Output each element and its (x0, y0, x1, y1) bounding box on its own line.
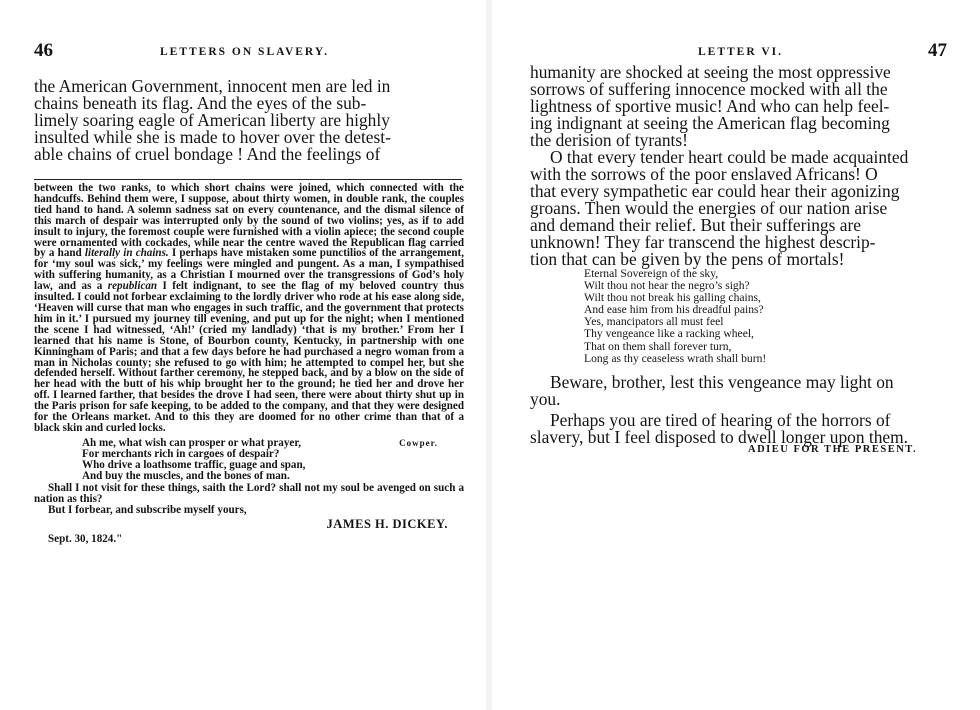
body-line: lightness of sportive music! And who can help feel- (530, 96, 890, 116)
body-line: tion that can be given by the pens of mortals! (530, 249, 845, 269)
footnote-paragraph: But I forbear, and subscribe myself yours, (48, 504, 247, 517)
running-head: LETTER VI. (698, 46, 783, 58)
footnote-rule (34, 179, 462, 180)
body-line: you. (530, 389, 561, 409)
poem-line: Eternal Sovereign of the sky, (584, 267, 719, 280)
footnote-paragraph: Shall I not visit for these things, saith the Lord? shall not my soul be avenged on such a nation as this? (34, 482, 464, 506)
body-line: Perhaps you are tired of hearing of the horrors of (550, 410, 891, 430)
body-line: and demand their relief. But their sufferings are (530, 215, 861, 235)
date-line: Sept. 30, 1824." (48, 533, 123, 546)
body-line: slavery, but I feel disposed to dwell longer upon them. (530, 427, 908, 447)
poem-line: For merchants rich in cargoes of despair? (82, 447, 280, 460)
footnote-paragraph (34, 183, 464, 434)
closing: ADIEU FOR THE PRESENT. (748, 444, 918, 455)
poem-line: And ease him from his dreadful pains? (584, 303, 764, 317)
body-line: limely soaring eagle of American liberty are highly (34, 110, 390, 130)
poem-line: Thy vengeance like a racking wheel, (584, 327, 754, 341)
left-page (0, 0, 486, 710)
body-line: humanity are shocked at seeing the most oppressive (530, 62, 891, 82)
running-head: LETTERS ON SLAVERY. (160, 46, 329, 58)
body-line: groans. Then would the energies of our nation arise (530, 198, 888, 218)
body-text (530, 374, 956, 446)
footnote (34, 183, 464, 545)
footnote-italic: literally in chains. (84, 247, 169, 260)
body-line: that every sympathetic ear could hear their agonizing (530, 181, 900, 201)
body-line: ing indignant at seeing the American flag becoming (530, 113, 890, 133)
body-text (34, 78, 464, 163)
signature: JAMES H. DICKEY. (326, 517, 448, 532)
footnote-text: I felt indignant, to see the flag of my beloved country thus insulted. I could not forbear exclaiming to the lordly driver who rode at his ease along side, ‘Heaven will curse that man who engages in such traffic, and the government that protects him in it.’ I pursued my journey till evening, and put up for the night; when I mentioned the scene I had witnessed, ‘Ah!’ (cried my landlady) ‘that is my brother.’ From her I learned that his name is Stone, of Bourbon county, Kentucky, in partnership with one Kinningham of Paris; and that a few days before he had purchased a negro woman from a man in Nicholas county; she refused to go with him; he attempted to compel her, but she defended herself. Without farther ceremony, he stepped back, and by a blow on the side of her head with the butt of his whip brought her to the ground; he tied her and drove her off. I learned farther, that besides the drove I had seen, there were about thirty shut up in the Paris prison for safe keeping, to be added to the company, and that they were designed for the Orleans market. And to this they are doomed for no other crime than that of a black skin and curled locks. (34, 280, 464, 434)
poem-line: Yes, mancipators all must feel (584, 315, 724, 329)
poem (584, 268, 766, 365)
page-number: 47 (928, 40, 947, 61)
body-line: unknown! They far transcend the highest descrip- (530, 232, 876, 252)
page-number: 46 (34, 40, 53, 61)
footnote-text: between the two ranks, to which short chains were joined, which connected with the handcuffs. Behind them were, I suppose, about thirty women, in double rank, the couples tied hand to hand. A solemn sadness sat on every countenance, and the dismal silence of this march of despair was interrupted only by the sound of two violins; yes, as if to add insult to injury, the foremost couple were furnished with a violin apiece; the second couple were ornamented with cockades, while near the centre waved the Republican flag carried by a hand (34, 182, 464, 260)
body-line: the derision of tyrants! (530, 130, 688, 150)
poem-line: And buy the muscles, and the bones of man. (82, 469, 290, 482)
body-line: sorrows of suffering innocence mocked with all the (530, 79, 888, 99)
body-line: the American Government, innocent men are led in (34, 76, 391, 96)
right-page (492, 0, 980, 710)
body-line: O that every tender heart could be made acquainted (550, 147, 909, 167)
body-line: insulted while she is made to hover over the detest- (34, 127, 391, 147)
footnote-poem (82, 438, 464, 482)
poem-line: Long as thy ceaseless wrath shall burn! (584, 351, 767, 365)
poem-attribution: Cowper. (399, 437, 438, 448)
body-line: chains beneath its flag. And the eyes of the sub- (34, 93, 367, 113)
poem-line: Who drive a loathsome traffic, guage and span, (82, 458, 306, 471)
body-line: with the sorrows of the poor enslaved Africans! O (530, 164, 878, 184)
footnote-text: I perhaps have mistaken some punctilios of the arrangement, for ‘my soul was sick,’ my feelings were mingled and pungent. As a man, I sympathised with suffering humanity, as a Christian I mourned over the transgressions of God’s holy law, and as a (34, 247, 465, 293)
body-line: Beware, brother, lest this vengeance may light on (550, 372, 894, 392)
poem-line: Ah me, what wish can prosper or what prayer, (82, 436, 302, 449)
body-text (530, 64, 956, 268)
poem-line: That on them shall forever turn, (584, 339, 732, 353)
footnote-italic: republican (107, 280, 158, 293)
poem-line: Wilt thou not hear the negro’s sigh? (584, 279, 750, 293)
poem-line: Wilt thou not break his galling chains, (584, 291, 761, 305)
body-line: able chains of cruel bondage ! And the feelings of (34, 144, 381, 164)
